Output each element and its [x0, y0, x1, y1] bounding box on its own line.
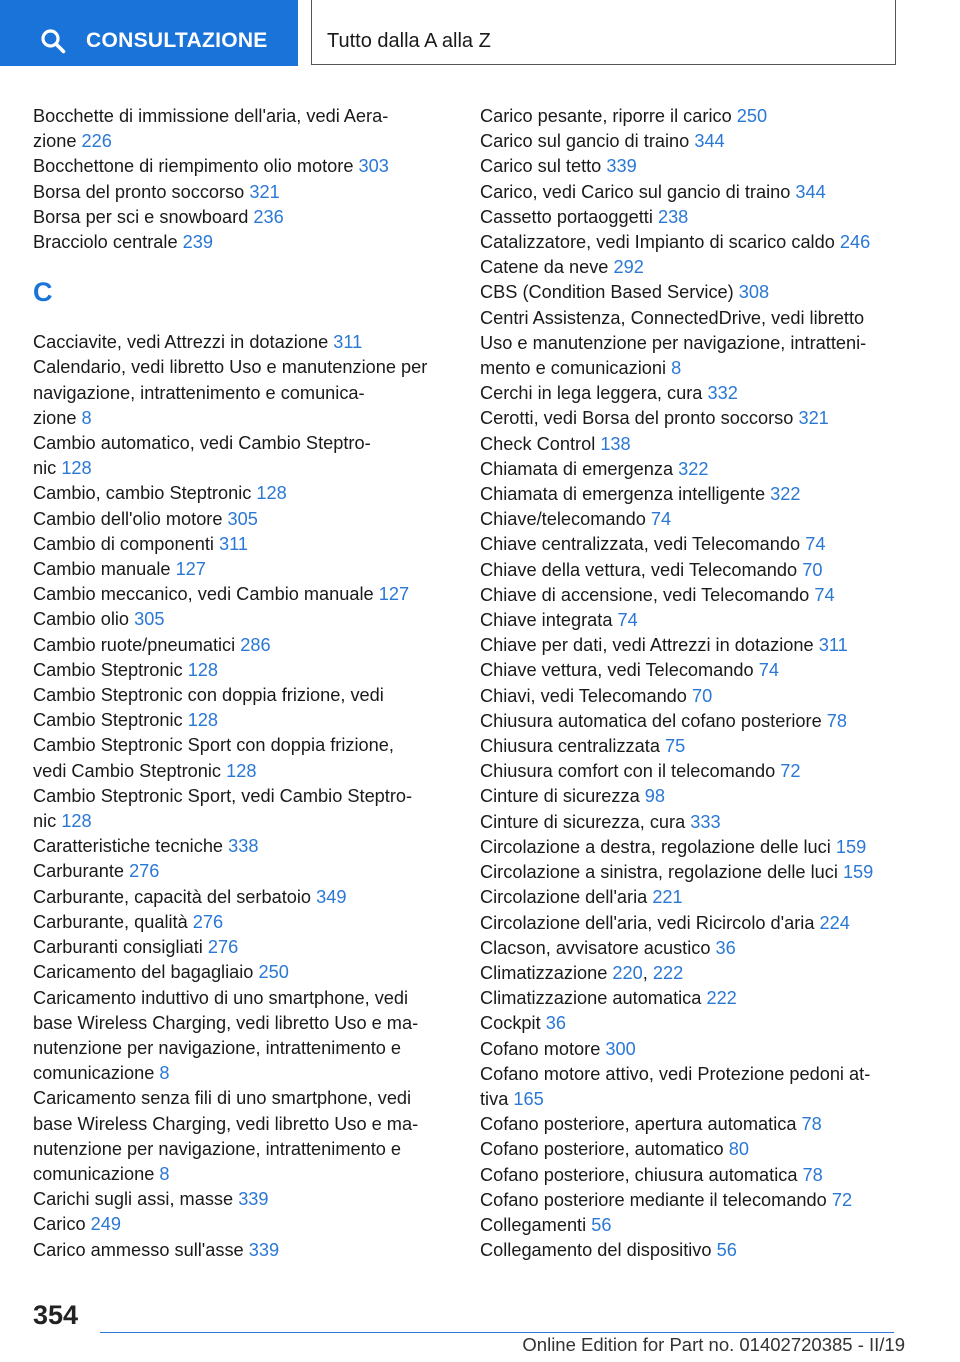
index-entry-text: Chiave di accensione, vedi Telecomando 74: [480, 584, 835, 605]
index-entry: [33, 330, 453, 355]
index-entry-text: Carburante 276: [33, 861, 160, 882]
index-entry-text: Calendario, vedi libretto Uso e manutenzione per: [33, 357, 428, 378]
index-entry: [480, 986, 900, 1011]
index-entry: [33, 180, 453, 205]
page-reference-link[interactable]: 128: [61, 811, 92, 832]
index-entry: [33, 582, 453, 607]
index-entry-text: Cofano posteriore, chiusura automatica 78: [480, 1164, 823, 1185]
index-entry-text: Circolazione dell'aria 221: [480, 887, 683, 908]
page-number: 354: [33, 1300, 79, 1330]
index-entry: [480, 406, 900, 431]
index-entry: [480, 709, 900, 734]
index-entry-text: Chiave vettura, vedi Telecomando 74: [480, 660, 779, 681]
index-entry: [33, 733, 453, 783]
index-column-right: [480, 104, 900, 1263]
index-entry-text: Cassetto portaoggetti 238: [480, 206, 689, 227]
index-entry-text: Chiave centralizzata, vedi Telecomando 74: [480, 534, 826, 555]
index-entry: [480, 961, 900, 986]
page-reference-link[interactable]: 36: [545, 1013, 566, 1034]
page-reference-link[interactable]: 236: [253, 206, 284, 227]
index-entry: [480, 1238, 900, 1263]
page-reference-link[interactable]: 339: [238, 1189, 269, 1210]
edition-text: Online Edition for Part no. 01402720385 - II/19: [522, 1334, 905, 1355]
index-entry-text: Chiave della vettura, vedi Telecomando 70: [480, 559, 823, 580]
page-reference-link[interactable]: 305: [134, 609, 165, 630]
index-entry-text: Cambio Steptronic 128: [33, 710, 219, 731]
page-reference-link[interactable]: 56: [716, 1240, 737, 1261]
index-entry: [33, 230, 453, 255]
page-reference-link[interactable]: 221: [652, 887, 683, 908]
index-entry: [480, 835, 900, 860]
index-entry: [480, 230, 900, 255]
index-entry-text: Cockpit 36: [480, 1013, 566, 1034]
index-entry-text: zione 226: [33, 131, 112, 152]
index-entry: [480, 1213, 900, 1238]
index-entry: [480, 608, 900, 633]
chapter-title: Tutto dalla A alla Z: [327, 30, 491, 52]
index-entry: [480, 759, 900, 784]
index-entry: [33, 557, 453, 582]
index-entry-text: Cambio di componenti 311: [33, 533, 249, 554]
index-entry: [480, 936, 900, 961]
index-entry: [480, 784, 900, 809]
index-entry: [480, 507, 900, 532]
page-reference-link[interactable]: 322: [678, 458, 709, 479]
page-reference-link[interactable]: 286: [240, 634, 271, 655]
page-reference-link[interactable]: 127: [175, 559, 206, 580]
index-entry-text: mento e comunicazioni 8: [480, 358, 682, 379]
page-reference-link[interactable]: 292: [613, 257, 644, 278]
page-reference-link[interactable]: 250: [258, 962, 289, 983]
index-entry: [480, 1011, 900, 1036]
page-reference-link[interactable]: 224: [819, 912, 850, 933]
index-entry: [33, 960, 453, 985]
index-entry-text: Collegamenti 56: [480, 1214, 612, 1235]
index-entry: [33, 507, 453, 532]
page-reference-link[interactable]: 8: [81, 407, 92, 428]
index-entry-text: Caricamento induttivo di uno smartphone, vedi: [33, 987, 409, 1008]
index-entry: [480, 306, 900, 382]
index-entry: [33, 986, 453, 1087]
page-reference-link[interactable]: 311: [333, 332, 363, 353]
index-entry-text: Cambio ruote/pneumatici 286: [33, 634, 271, 655]
index-entry-text: Cinture di sicurezza, cura 333: [480, 811, 721, 832]
page-reference-link[interactable]: 159: [842, 862, 874, 883]
index-entry: [480, 558, 900, 583]
index-entry-text: Uso e manutenzione per navigazione, intratteni-: [480, 332, 867, 353]
index-entry-text: Cambio meccanico, vedi Cambio manuale 127: [33, 584, 410, 605]
index-entry: [480, 280, 900, 305]
page-reference-link[interactable]: 238: [657, 206, 689, 227]
page-reference-link[interactable]: 338: [228, 836, 259, 857]
page-reference-link[interactable]: 128: [187, 659, 219, 680]
page-reference-link[interactable]: 308: [738, 282, 770, 303]
page-reference-link[interactable]: 128: [256, 483, 287, 504]
index-entry-text: Cambio, cambio Steptronic 128: [33, 483, 287, 504]
index-entry: [33, 532, 453, 557]
index-entry-text: Carburanti consigliati 276: [33, 937, 239, 958]
index-entry-text: Circolazione a destra, regolazione delle luci 159: [480, 836, 867, 857]
index-entry: [480, 255, 900, 280]
index-entry-text: Borsa del pronto soccorso 321: [33, 181, 280, 202]
index-entry-text: Carburante, qualità 276: [33, 911, 224, 932]
page-reference-link[interactable]: 246: [839, 232, 871, 253]
search-icon: [40, 28, 66, 54]
index-entry: [480, 482, 900, 507]
index-entry-text: Cambio olio 305: [33, 609, 165, 630]
index-entry: [33, 935, 453, 960]
index-entry: [480, 1062, 900, 1112]
index-entry: [33, 683, 453, 733]
page-reference-link[interactable]: 159: [835, 836, 867, 857]
index-entry-text: Cambio Steptronic con doppia frizione, vedi: [33, 685, 384, 706]
index-entry: [33, 607, 453, 632]
page-reference-link[interactable]: 70: [802, 559, 823, 580]
index-entry-text: Caratteristiche tecniche 338: [33, 836, 259, 857]
section-label: CONSULTAZIONE: [86, 29, 268, 52]
index-entry-text: Centri Assistenza, ConnectedDrive, vedi libretto: [480, 307, 865, 328]
index-entry: [480, 1037, 900, 1062]
page-reference-link[interactable]: 311: [818, 635, 848, 656]
index-entry-text: Caricamento del bagagliaio 250: [33, 962, 289, 983]
index-entry: [480, 860, 900, 885]
index-entry-text: Chiusura centralizzata 75: [480, 736, 686, 757]
index-entry: [33, 784, 453, 834]
page-reference-link[interactable]: 222: [652, 962, 684, 983]
index-entry-text: Catene da neve 292: [480, 257, 644, 278]
index-entry-text: Chiavi, vedi Telecomando 70: [480, 685, 713, 706]
index-entry: [33, 885, 453, 910]
index-entry-text: Cambio automatico, vedi Cambio Steptro-: [33, 433, 371, 454]
index-entry-text: base Wireless Charging, vedi libretto Uso e ma-: [33, 1012, 419, 1033]
consultazione-tab[interactable]: [0, 0, 298, 66]
index-entry: [480, 381, 900, 406]
index-entry: [33, 1238, 453, 1263]
index-entry: [33, 859, 453, 884]
index-entry: [480, 1188, 900, 1213]
index-entry-text: Borsa per sci e snowboard 236: [33, 206, 284, 227]
index-entry: [480, 154, 900, 179]
page-reference-link[interactable]: 165: [513, 1088, 544, 1109]
page-reference-link[interactable]: 322: [770, 484, 801, 505]
index-entry-text: comunicazione 8: [33, 1163, 170, 1184]
page-reference-link[interactable]: 220: [612, 962, 643, 983]
page-reference-link[interactable]: 78: [826, 710, 848, 731]
index-entry-text: Carburante, capacità del serbatoio 349: [33, 886, 347, 907]
page-reference-link[interactable]: 300: [605, 1038, 636, 1059]
page-reference-link[interactable]: 127: [378, 584, 410, 605]
index-entry-text: CBS (Condition Based Service) 308: [480, 282, 770, 303]
index-entry-text: vedi Cambio Steptronic 128: [33, 760, 257, 781]
page-reference-link[interactable]: 344: [795, 181, 826, 202]
page-reference-link[interactable]: 74: [814, 584, 835, 605]
index-entry-text: Cofano posteriore, automatico 80: [480, 1139, 749, 1160]
index-entry: [33, 1086, 453, 1187]
page-reference-link[interactable]: 128: [187, 710, 219, 731]
index-entry-text: Carico pesante, riporre il carico 250: [480, 106, 768, 126]
index-entry-text: Carico 249: [33, 1214, 121, 1235]
index-entry-text: Cacciavite, vedi Attrezzi in dotazione 311: [33, 332, 363, 353]
index-entry-text: tiva 165: [480, 1088, 544, 1109]
index-entry-text: Bocchettone di riempimento olio motore 303: [33, 156, 389, 177]
index-entry-text: Carico sul gancio di traino 344: [480, 131, 725, 152]
index-entry-text: Chiamata di emergenza intelligente 322: [480, 484, 801, 505]
index-entry: [33, 205, 453, 230]
index-entry: [33, 658, 453, 683]
page-reference-link[interactable]: 276: [192, 911, 224, 932]
index-entry-text: Carichi sugli assi, masse 339: [33, 1189, 269, 1210]
index-entry: [480, 432, 900, 457]
page-reference-link[interactable]: 8: [159, 1063, 170, 1084]
index-entry: [480, 1163, 900, 1188]
page-reference-link[interactable]: 226: [81, 131, 112, 152]
page-reference-link[interactable]: 250: [736, 106, 768, 126]
page-reference-link[interactable]: 333: [690, 811, 721, 832]
index-entry-text: Climatizzazione automatica 222: [480, 988, 737, 1009]
index-entry-text: nutenzione per navigazione, intrattenimento e: [33, 1037, 402, 1058]
index-entry: [480, 684, 900, 709]
page-reference-link[interactable]: 56: [591, 1214, 612, 1235]
index-entry-text: Chiusura comfort con il telecomando 72: [480, 761, 801, 782]
page-reference-link[interactable]: 36: [715, 937, 736, 958]
index-entry: [480, 532, 900, 557]
index-entry: [33, 910, 453, 935]
page-reference-link[interactable]: 128: [61, 458, 92, 479]
page-reference-link[interactable]: 72: [780, 761, 801, 782]
index-entry-text: Collegamento del dispositivo 56: [480, 1240, 737, 1261]
page-reference-link[interactable]: 222: [706, 988, 737, 1009]
index-entry-text: Cambio Steptronic Sport, vedi Cambio Steptro-: [33, 785, 413, 806]
index-entry: [33, 633, 453, 658]
index-entry: [33, 431, 453, 481]
page-reference-link[interactable]: 349: [316, 886, 347, 907]
index-entry-text: Cofano motore 300: [480, 1038, 636, 1059]
index-entry-text: nutenzione per navigazione, intrattenimento e: [33, 1138, 402, 1159]
index-entry-text: Cofano posteriore mediante il telecomando 72: [480, 1189, 853, 1210]
page-reference-link[interactable]: 78: [802, 1164, 823, 1185]
index-entry-text: Climatizzazione 220, 222: [480, 962, 684, 983]
page-reference-link[interactable]: 74: [617, 610, 638, 631]
index-entry: [33, 1212, 453, 1237]
index-entry-text: nic 128: [33, 811, 92, 832]
index-entry: [480, 734, 900, 759]
index-entry-text: Chiamata di emergenza 322: [480, 458, 709, 479]
page-reference-link[interactable]: 74: [805, 534, 826, 555]
index-entry-text: Catalizzatore, vedi Impianto di scarico caldo 246: [480, 232, 871, 253]
index-entry-text: Cofano posteriore, apertura automatica 78: [480, 1114, 822, 1135]
index-entry: [33, 154, 453, 179]
index-entry: [480, 810, 900, 835]
index-entry: [33, 104, 453, 154]
index-entry: [480, 583, 900, 608]
page-header: [0, 0, 960, 66]
index-entry: [33, 481, 453, 506]
index-entry-text: Cofano motore attivo, vedi Protezione pedoni at-: [480, 1063, 871, 1084]
page-reference-link[interactable]: 276: [129, 861, 160, 882]
page-reference-link[interactable]: 8: [159, 1163, 170, 1184]
index-entry: [480, 658, 900, 683]
footer-divider: [100, 1332, 894, 1333]
chapter-title-tab[interactable]: [311, 0, 896, 65]
index-entry: [480, 457, 900, 482]
page-reference-link[interactable]: 74: [758, 660, 779, 681]
index-entry-text: Caricamento senza fili di uno smartphone, vedi: [33, 1088, 412, 1109]
index-entry: [480, 1137, 900, 1162]
page-reference-link[interactable]: 8: [671, 358, 682, 379]
index-entry-text: nic 128: [33, 458, 92, 479]
index-entry-text: Cambio dell'olio motore 305: [33, 508, 258, 529]
index-entry: [480, 180, 900, 205]
index-entry-text: Check Control 138: [480, 433, 631, 454]
index-entry: [33, 1187, 453, 1212]
index-entry: [480, 104, 900, 129]
index-entry-text: Cinture di sicurezza 98: [480, 786, 666, 807]
index-entry-text: Carico, vedi Carico sul gancio di traino 344: [480, 181, 826, 202]
index-letter-heading: C: [33, 277, 53, 308]
index-entry-text: Bocchette di immissione dell'aria, vedi Aera-: [33, 106, 389, 126]
index-entry-text: Bracciolo centrale 239: [33, 232, 213, 253]
page-reference-link[interactable]: 276: [207, 937, 239, 958]
page-reference-link[interactable]: 249: [90, 1214, 121, 1235]
page-reference-link[interactable]: 128: [226, 760, 257, 781]
index-entry: [480, 911, 900, 936]
page-reference-link[interactable]: 339: [606, 156, 637, 177]
page-reference-link[interactable]: 72: [831, 1189, 853, 1210]
index-entry-text: Cerchi in lega leggera, cura 332: [480, 383, 738, 404]
index-entry: [480, 129, 900, 154]
index-entry-text: Circolazione dell'aria, vedi Ricircolo d'aria 224: [480, 912, 850, 933]
page-reference-link[interactable]: 78: [801, 1114, 822, 1135]
index-entry-text: comunicazione 8: [33, 1063, 170, 1084]
index-entry-text: Cambio Steptronic 128: [33, 659, 219, 680]
index-entry: [33, 355, 453, 431]
index-entry: [33, 834, 453, 859]
index-entry-text: Cambio Steptronic Sport con doppia frizione,: [33, 735, 394, 756]
page-reference-link[interactable]: 305: [227, 508, 258, 529]
page-reference-link[interactable]: 321: [249, 181, 280, 202]
page-reference-link[interactable]: 321: [798, 408, 829, 429]
index-entry-text: Chiave integrata 74: [480, 610, 638, 631]
page-reference-link[interactable]: 138: [600, 433, 631, 454]
index-entry-text: base Wireless Charging, vedi libretto Uso e ma-: [33, 1113, 419, 1134]
page-reference-link[interactable]: 303: [358, 156, 389, 177]
page-reference-link[interactable]: 332: [707, 383, 738, 404]
index-entry-text: Cambio manuale 127: [33, 559, 206, 580]
index-entry-text: Carico ammesso sull'asse 339: [33, 1239, 280, 1260]
page-reference-link[interactable]: 74: [650, 509, 672, 530]
index-entry: [480, 205, 900, 230]
index-entry: [480, 885, 900, 910]
index-column-left: [33, 104, 453, 1263]
index-entry: [480, 1112, 900, 1137]
page-reference-link[interactable]: 239: [182, 232, 213, 253]
page-reference-link[interactable]: 98: [644, 786, 666, 807]
index-entry-text: Clacson, avvisatore acustico 36: [480, 937, 736, 958]
index-entry-text: Cerotti, vedi Borsa del pronto soccorso 321: [480, 408, 829, 429]
index-entry-text: Chiusura automatica del cofano posteriore 78: [480, 710, 848, 731]
page-reference-link[interactable]: 344: [694, 131, 725, 152]
index-entry-text: zione 8: [33, 407, 92, 428]
page-reference-link[interactable]: 311: [219, 533, 249, 554]
page-reference-link[interactable]: 75: [665, 736, 686, 757]
page-reference-link[interactable]: 70: [691, 685, 713, 706]
index-entry-text: navigazione, intrattenimento e comunica-: [33, 382, 365, 403]
page-reference-link[interactable]: 80: [728, 1139, 749, 1160]
page-reference-link[interactable]: 339: [248, 1239, 280, 1260]
index-entry-text: Chiave per dati, vedi Attrezzi in dotazione 311: [480, 635, 848, 656]
index-entry-text: Circolazione a sinistra, regolazione delle luci 159: [480, 862, 874, 883]
index-entry-text: Carico sul tetto 339: [480, 156, 637, 177]
index-entry-text: Chiave/telecomando 74: [480, 509, 672, 530]
index-entry: [480, 633, 900, 658]
